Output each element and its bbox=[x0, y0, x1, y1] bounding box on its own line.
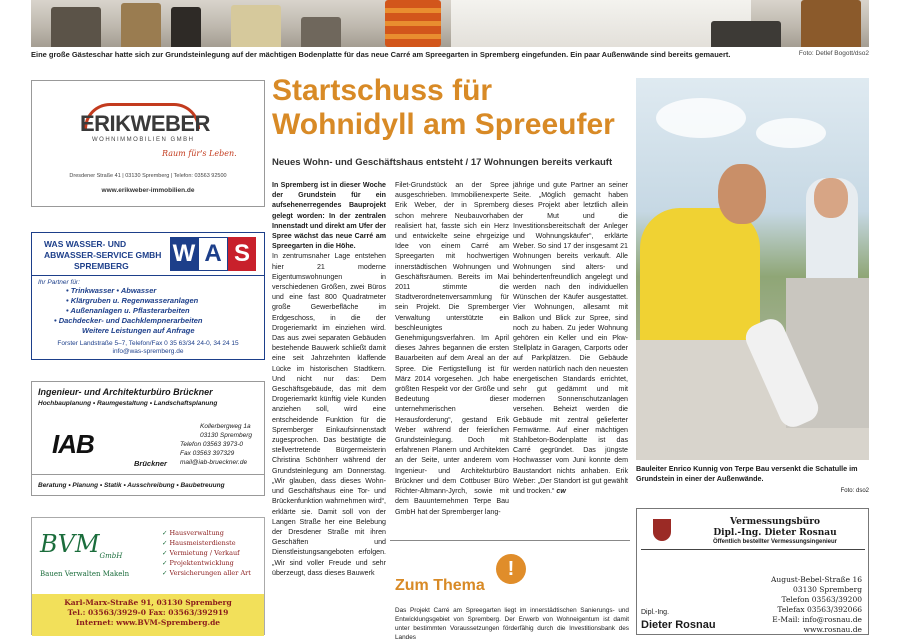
headline-line2: Wohnidyll am Spreeufer bbox=[272, 108, 615, 141]
was-name-line1: WAS WASSER- UND bbox=[44, 239, 127, 249]
orange-barrel bbox=[385, 0, 441, 47]
guest-figure bbox=[51, 7, 101, 47]
ad-rosnau[interactable] bbox=[636, 508, 869, 635]
cloud bbox=[656, 98, 746, 138]
top-photo-caption bbox=[31, 50, 869, 59]
thema-divider bbox=[390, 540, 630, 541]
article-lead: In Spremberg ist in dieser Woche der Grundstein für ein aufsehenerregendes Bauprojekt gelegt worden: In der zentralen Innenstadt und direkt am Ufer der Spree wächst das neue Carré am Spreegarten in die Höhe. bbox=[272, 181, 386, 251]
bvm-logo bbox=[40, 530, 122, 560]
bvm-address: Karl-Marx-Straße 91, 03130 Spremberg bbox=[64, 598, 232, 607]
bvm-phone: Tel.: 03563/3929-0 Fax: 03563/392919 bbox=[67, 608, 229, 617]
exclamation-icon: ! bbox=[496, 554, 526, 584]
ad-iab-brueckner[interactable] bbox=[31, 381, 265, 496]
iab-address-line: Kollerbergweg 1a bbox=[200, 423, 251, 430]
article-column-3 bbox=[513, 180, 628, 496]
was-name-line2: ABWASSER-SERVICE GMBH bbox=[44, 250, 162, 260]
headline-line1: Startschuss für bbox=[272, 74, 493, 107]
was-service-item: Weitere Leistungen auf Anfrage bbox=[82, 326, 195, 335]
guest-figure bbox=[121, 3, 161, 47]
iab-footer: Beratung • Planung • Statik • Ausschreibung • Baubetreuung bbox=[38, 482, 225, 489]
top-caption-text: Eine große Gästeschar hatte sich zur Grundsteinlegung auf der mächtigen Bodenplatte für das neue Carré am Spreegarten in Spremberg eingefunden. Ein paar Außenwände sind bereits gemauert. bbox=[31, 50, 731, 59]
right-caption-credit: Foto: dso2 bbox=[840, 488, 869, 494]
construction-manager-head bbox=[718, 164, 766, 224]
bvm-service-item: ✓ Versicherungen aller Art bbox=[162, 568, 251, 578]
rosnau-address-line[interactable]: E-Mail: info@rosnau.de bbox=[772, 615, 862, 624]
rosnau-address-line: Telefon 03563/39200 bbox=[781, 595, 862, 604]
was-service-item: • Klärgruben u. Regenwasseranlagen bbox=[66, 296, 199, 305]
bvm-service-item: ✓ Hausmeisterdienste bbox=[162, 538, 251, 548]
iab-divider bbox=[32, 474, 264, 475]
concrete-slab bbox=[451, 0, 751, 47]
iab-address-line: Telefon 03563 3973-0 bbox=[180, 441, 244, 448]
bvm-service-item: ✓ Vermietung / Verkauf bbox=[162, 548, 251, 558]
guest-figure bbox=[301, 17, 341, 47]
rosnau-name: Dieter Rosnau bbox=[641, 619, 716, 631]
erikweber-slogan: Raum für's Leben. bbox=[162, 149, 237, 158]
guest-figure bbox=[231, 5, 281, 47]
was-logo-s: S bbox=[228, 237, 256, 271]
iab-subtitle: Hochbauplanung • Raumgestaltung • Landschaftsplanung bbox=[38, 400, 218, 407]
right-photo-caption bbox=[636, 464, 869, 494]
bvm-logo-text: BVM bbox=[40, 530, 100, 558]
article-col2-text: Filet-Grundstück an der Spree ausgeschrieben. Immobilienexperte Erik Weber, der in Spremberg schon mehrere Neubauvorhaben realisiert hat, fasste sich ein Herz und entwickelte seine ehrgeizige Idee von einem Carré am Spreegarten mit hochwertigen innerstädtischen Wohnungen und Geschäftsräumen. Bereits im Mai 2011 stimmte die Stadtverordnetenversammlung für sein Projekt. Die Spremberger Verwaltung unterstützte ein beschleunigtes Genehmigungsverfahren. Im April dieses Jahres begannen die ersten Bauarbeiten auf dem Areal an der Spree. Die Fertigstellung ist für März 2014 vorgesehen. „Ich habe größten Respekt vor der Größe und Bedeutung dieser unternehmerischen Herausforderung“, gestand Erik Weber während der feierlichen Grundsteinlegung. Doch mit erfahrenen Planern und Architekten an der Seite, unter anderem vom Ingenieur- und Architekturbüro Brückner und dem Cottbuser Büro Richter-Altmann-Jyrch, sowie mit dem Bauunternehmen Terpe Bau GmbH hat der Spremberger lang- bbox=[395, 181, 509, 516]
was-service-item: • Dachdecker- und Dachklempnerarbeiten bbox=[54, 316, 203, 325]
was-name-line3: SPREMBERG bbox=[74, 261, 129, 271]
erikweber-logo: ERIKWEBER bbox=[80, 111, 210, 136]
bvm-contact-band bbox=[32, 594, 264, 636]
was-logo-a: A bbox=[198, 237, 228, 271]
article-subhead: Neues Wohn- und Geschäftshaus entsteht / 17 Wohnungen bereits verkauft bbox=[272, 157, 613, 168]
was-service-item: • Trinkwasser • Abwasser bbox=[66, 286, 157, 295]
article-headline bbox=[272, 74, 632, 142]
was-services bbox=[32, 277, 264, 338]
rosnau-dipl: Dipl.-Ing. bbox=[641, 609, 670, 616]
was-logo bbox=[170, 237, 256, 271]
was-contact bbox=[32, 340, 264, 356]
construction-manager bbox=[640, 208, 760, 348]
was-address: Forster Landstraße 5–7, Telefon/Fax 0 35 63/34 24-0, 34 24 15 bbox=[57, 340, 239, 347]
article-col3-text: jährige und gute Partner an seiner Seite. „Möglich gemacht haben dieses Projekt aber letztlich allein der Mut und die Investitionsbereitschaft der Anleger und Wohnungskäufer“, erklärte Weber. So sind 17 der insgesamt 21 Wohnungen bereits verkauft. Alle Wohnungen sind alters- und behindertenfreundlich angelegt und werden nach den individuellen Wünschen der Käufer ausgestattet. Vier Wohnungen, allesamt mit Balkon und Blick zur Spree, sind noch zu haben. Zu jeder Wohnung gehören ein Keller und ein Pkw-Stellplatz in Garagen, Carports oder auf Parkplätzen. Die Gebäude werden natürlich nach den neuesten energetischen Standards errichtet, sehr gut gedämmt und mit modernen Sonnenschutzanlagen versehen. Beheizt werden die Gebäude mit zentral gelieferter Fernwärme. Auf einer mächtigen Stahlbeton-Bodenplatte ist das Carré gegründet. Das jüngste Hochwasser vom Juni konnte dem Baustandort nichts anhaben. Erik Weber: „Der Standort ist gut gewählt und trocken.“ bbox=[513, 181, 628, 496]
guest-figure bbox=[801, 0, 861, 47]
bvm-logo-suffix: GmbH bbox=[99, 551, 123, 560]
rosnau-title-line1: Vermessungsbüro bbox=[729, 517, 821, 527]
article-column-1 bbox=[272, 180, 386, 578]
bvm-tagline: Bauen Verwalten Makeln bbox=[40, 570, 130, 578]
top-caption-credit: Foto: Detlef Bogott/dso2 bbox=[798, 50, 869, 57]
erikweber-address: Dresdener Straße 41 | 03130 Spremberg | Telefon: 03563 92500 bbox=[69, 173, 227, 179]
iab-address-line[interactable]: mail@iab-brueckner.de bbox=[180, 459, 248, 466]
right-caption-text: Bauleiter Enrico Kunnig von Terpe Bau versenkt die Schatulle im Grundstein in einer der Außenwände. bbox=[636, 464, 858, 483]
iab-brand-name: Brückner bbox=[134, 459, 167, 468]
article-col1-text: In zentrumsnaher Lage entstehen hier 21 moderne Eigentumswohnungen in verschiedenen Größen, zwei Büros und eine fast 800 Quadratmeter große Gewerbefläche im Erdgeschoss, in die der Drogeriemarkt im einziehen wird. Das aus zwei separaten Gebäuden bestehende Bauwerk schließt damit eine seit Jahrzehnten klaffende Lücke im historischen Stadtkern. Und nicht nur das: Dem Geschäftsgebäude, das mit dem Drogeriemarkt künftig viele Kunden anziehen soll, wird eine entscheidende Funktion für die Spremberger Einkaufsinnenstadt zugesprochen. Das bestätigte die stellvertretende Bürgermeisterin Christina Schönherr während der Grundsteinlegung am Donnerstag. „Wir glauben, dass dieses Wohn- und Geschäftshaus eine Tor- und Brückenfunktion wahrnehmen wird“, erklärte sie. Damit soll von der Langen Straße her eine Belebung der Dresdener Straße mit ihren Geschäften und Dienstleistungsangeboten erfolgen. „Wir sind voller Freude und sehr überzeugt, dass dieses Bauwerk bbox=[272, 252, 386, 577]
was-intro: Ihr Partner für: bbox=[38, 279, 80, 286]
bvm-website[interactable]: Internet: www.BVM-Spremberg.de bbox=[75, 618, 221, 627]
was-logo-w: W bbox=[170, 237, 198, 271]
guest-figure bbox=[711, 21, 781, 47]
iab-title: Ingenieur- und Architekturbüro Brückner bbox=[38, 387, 213, 397]
rosnau-address-line: 03130 Spremberg bbox=[793, 585, 862, 594]
guest-figure bbox=[171, 7, 201, 47]
rosnau-address-line: Telefax 03563/392066 bbox=[777, 605, 862, 614]
iab-address-line: 03130 Spremberg bbox=[200, 432, 253, 439]
man-head bbox=[814, 178, 848, 218]
ad-was[interactable] bbox=[31, 232, 265, 360]
bvm-services bbox=[162, 528, 251, 578]
author-signature: cw bbox=[556, 487, 566, 496]
erikweber-sub: WOHNIMMOBILIEN GMBH bbox=[92, 137, 195, 143]
right-photo bbox=[636, 78, 869, 460]
iab-logo: IAB bbox=[52, 429, 94, 459]
coat-of-arms-icon bbox=[653, 519, 671, 541]
rosnau-title-line2: Dipl.-Ing. Dieter Rosnau bbox=[713, 528, 837, 538]
was-header bbox=[32, 233, 264, 276]
iab-address-line: Fax 03563 397329 bbox=[180, 450, 235, 457]
was-name bbox=[44, 239, 161, 272]
ad-erikweber[interactable] bbox=[31, 80, 265, 207]
iab-address bbox=[180, 422, 252, 467]
thema-title: Zum Thema bbox=[395, 577, 485, 594]
erikweber-website[interactable]: www.erikweber-immobilien.de bbox=[101, 187, 195, 194]
was-email[interactable]: info@was-spremberg.de bbox=[112, 348, 184, 355]
ad-bvm[interactable] bbox=[31, 517, 265, 635]
rosnau-subtitle: Öffentlich bestellter Vermessungsingenieur bbox=[712, 539, 838, 545]
rosnau-divider bbox=[641, 549, 865, 550]
article-column-2 bbox=[395, 180, 509, 517]
bvm-service-item: ✓ Projektentwicklung bbox=[162, 558, 251, 568]
rosnau-address-line: August-Bebel-Straße 16 bbox=[771, 575, 862, 584]
rosnau-address-line[interactable]: www.rosnau.de bbox=[803, 625, 862, 634]
cloud bbox=[756, 118, 826, 148]
thema-text: Das Projekt Carré am Spreegarten liegt im innerstädtischen Sanierungs- und Entwicklungsgebiet von Spremberg. Der Erwerb von Wohneigentum ist damit unter bestimmten Voraussetzungen förderfähig durch die Investitionsbank des Landes bbox=[395, 607, 629, 641]
rosnau-address bbox=[771, 575, 862, 635]
was-service-item: • Außenanlagen u. Pflasterarbeiten bbox=[66, 306, 190, 315]
bvm-service-item: ✓ Hausverwaltung bbox=[162, 528, 251, 538]
rosnau-title bbox=[685, 517, 865, 539]
top-photo bbox=[31, 0, 869, 47]
